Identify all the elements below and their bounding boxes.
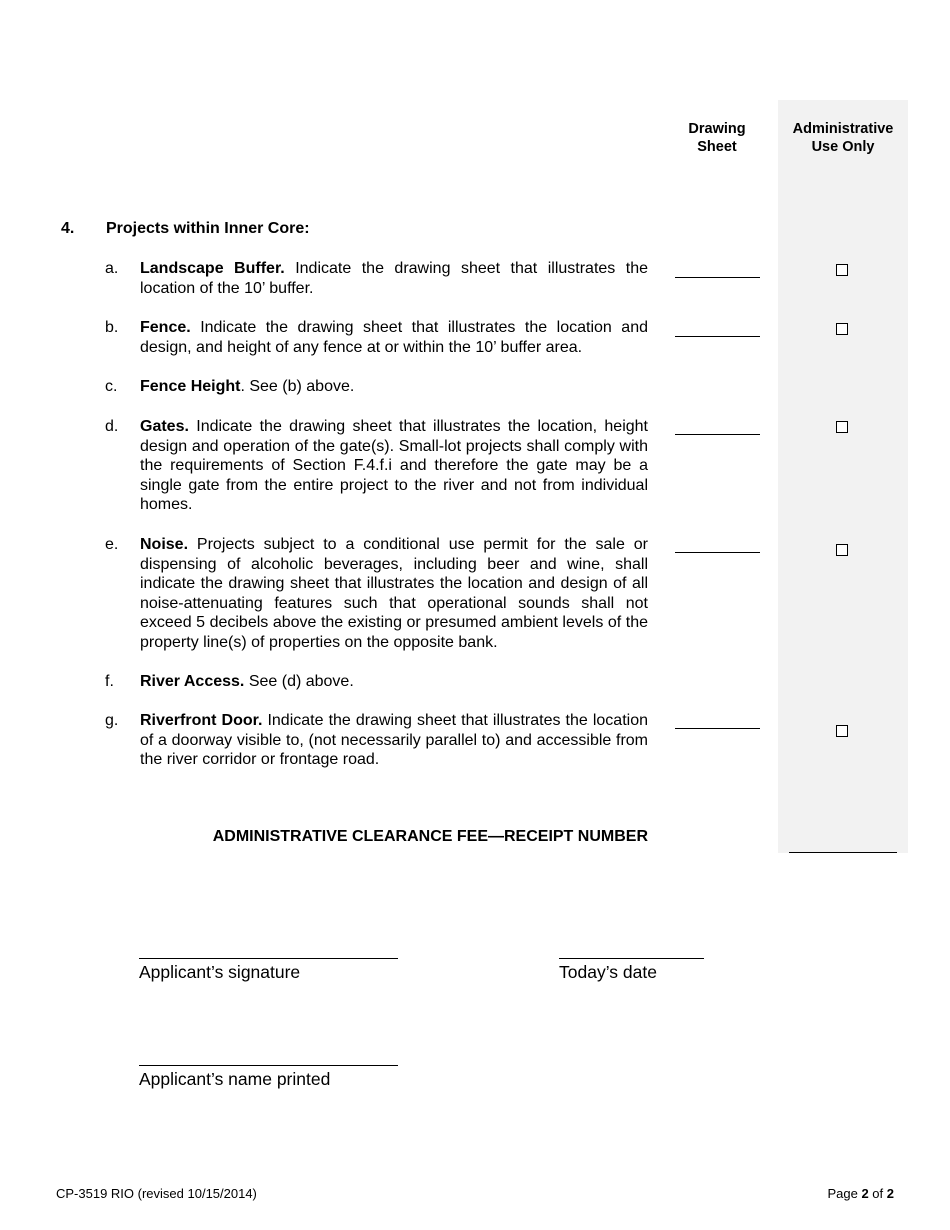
item-text	[140, 259, 648, 298]
admin-checkbox-d[interactable]	[836, 421, 848, 433]
fee-receipt-input[interactable]	[789, 852, 897, 853]
drawing-sheet-input-e[interactable]	[675, 552, 760, 553]
page-total: 2	[886, 1186, 894, 1201]
applicant-signature-input[interactable]	[139, 958, 398, 959]
admin-use-header	[778, 120, 908, 156]
applicant-name-label: Applicant’s name printed	[139, 1069, 331, 1089]
drawing-sheet-input-d[interactable]	[675, 434, 760, 435]
item-title: Fence Height	[140, 378, 241, 395]
item-text	[140, 711, 648, 770]
admin-checkbox-b[interactable]	[836, 323, 848, 335]
drawing-sheet-input-g[interactable]	[675, 728, 760, 729]
item-body: . See (b) above.	[240, 378, 355, 395]
item-title: Fence.	[140, 319, 191, 336]
item-body: Indicate the drawing sheet that illustrates the location, height design and operation of the gate(s). Small-lot projects shall comply with the requirements of Section F.4.f.i and therefore the gate may be a single gate from the entire project to the river and not from individual homes.	[140, 418, 648, 514]
item-title: Noise.	[140, 536, 189, 553]
item-body: See (d) above.	[244, 673, 354, 690]
admin-use-header-line1: Administrative	[792, 121, 894, 137]
item-title: Landscape Buffer.	[140, 260, 285, 277]
item-letter: a.	[105, 260, 119, 277]
admin-checkbox-e[interactable]	[836, 544, 848, 556]
drawing-sheet-header	[672, 120, 762, 156]
admin-use-column	[778, 100, 908, 853]
drawing-sheet-input-b[interactable]	[675, 336, 760, 337]
page-mid: of	[868, 1186, 887, 1201]
todays-date-input[interactable]	[559, 958, 704, 959]
item-letter: b.	[105, 319, 119, 336]
section-number: 4.	[61, 220, 75, 237]
admin-checkbox-a[interactable]	[836, 264, 848, 276]
item-body: Indicate the drawing sheet that illustrates the location and design, and height of any fence at or within the 10’ buffer area.	[140, 319, 648, 356]
drawing-sheet-input-a[interactable]	[675, 277, 760, 278]
drawing-sheet-header-line1: Drawing	[688, 121, 746, 137]
item-letter: f.	[105, 673, 114, 690]
item-text	[140, 672, 648, 692]
item-text	[140, 377, 648, 397]
applicant-signature-label: Applicant’s signature	[139, 962, 301, 982]
item-body: Indicate the drawing sheet that illustrates the location of a doorway visible to, (not necessarily parallel to) and accessible from the river corridor or frontage road.	[140, 712, 648, 769]
item-title: River Access.	[140, 673, 245, 690]
admin-checkbox-g[interactable]	[836, 725, 848, 737]
page-number	[827, 1186, 894, 1201]
item-letter: c.	[105, 378, 118, 395]
page-prefix: Page	[827, 1186, 862, 1201]
item-body: Projects subject to a conditional use permit for the sale or dispensing of alcoholic beverages, including beer and wine, shall indicate the drawing sheet that illustrates the location and design of all noise-attenuating features such that operational sounds shall not exceed 5 decibels above the existing or presumed ambient levels of the property line(s) of properties on the opposite bank.	[140, 536, 648, 651]
section-title: Projects within Inner Core:	[106, 220, 310, 237]
applicant-name-input[interactable]	[139, 1065, 398, 1066]
item-text	[140, 535, 648, 653]
form-id: CP-3519 RIO (revised 10/15/2014)	[56, 1186, 257, 1201]
item-text	[140, 318, 648, 357]
item-letter: d.	[105, 418, 119, 435]
todays-date-label: Today’s date	[559, 962, 657, 982]
item-text	[140, 417, 648, 515]
page-current: 2	[861, 1186, 869, 1201]
item-body: Indicate the drawing sheet that illustrates the location of the 10’ buffer.	[140, 260, 649, 297]
drawing-sheet-header-line2: Sheet	[697, 139, 737, 155]
item-title: Gates.	[140, 418, 189, 435]
item-letter: e.	[105, 536, 119, 553]
item-letter: g.	[105, 712, 119, 729]
fee-receipt-label: ADMINISTRATIVE CLEARANCE FEE—RECEIPT NUMBER	[212, 828, 648, 845]
item-title: Riverfront Door.	[140, 712, 263, 729]
admin-use-header-line2: Use Only	[811, 139, 875, 155]
